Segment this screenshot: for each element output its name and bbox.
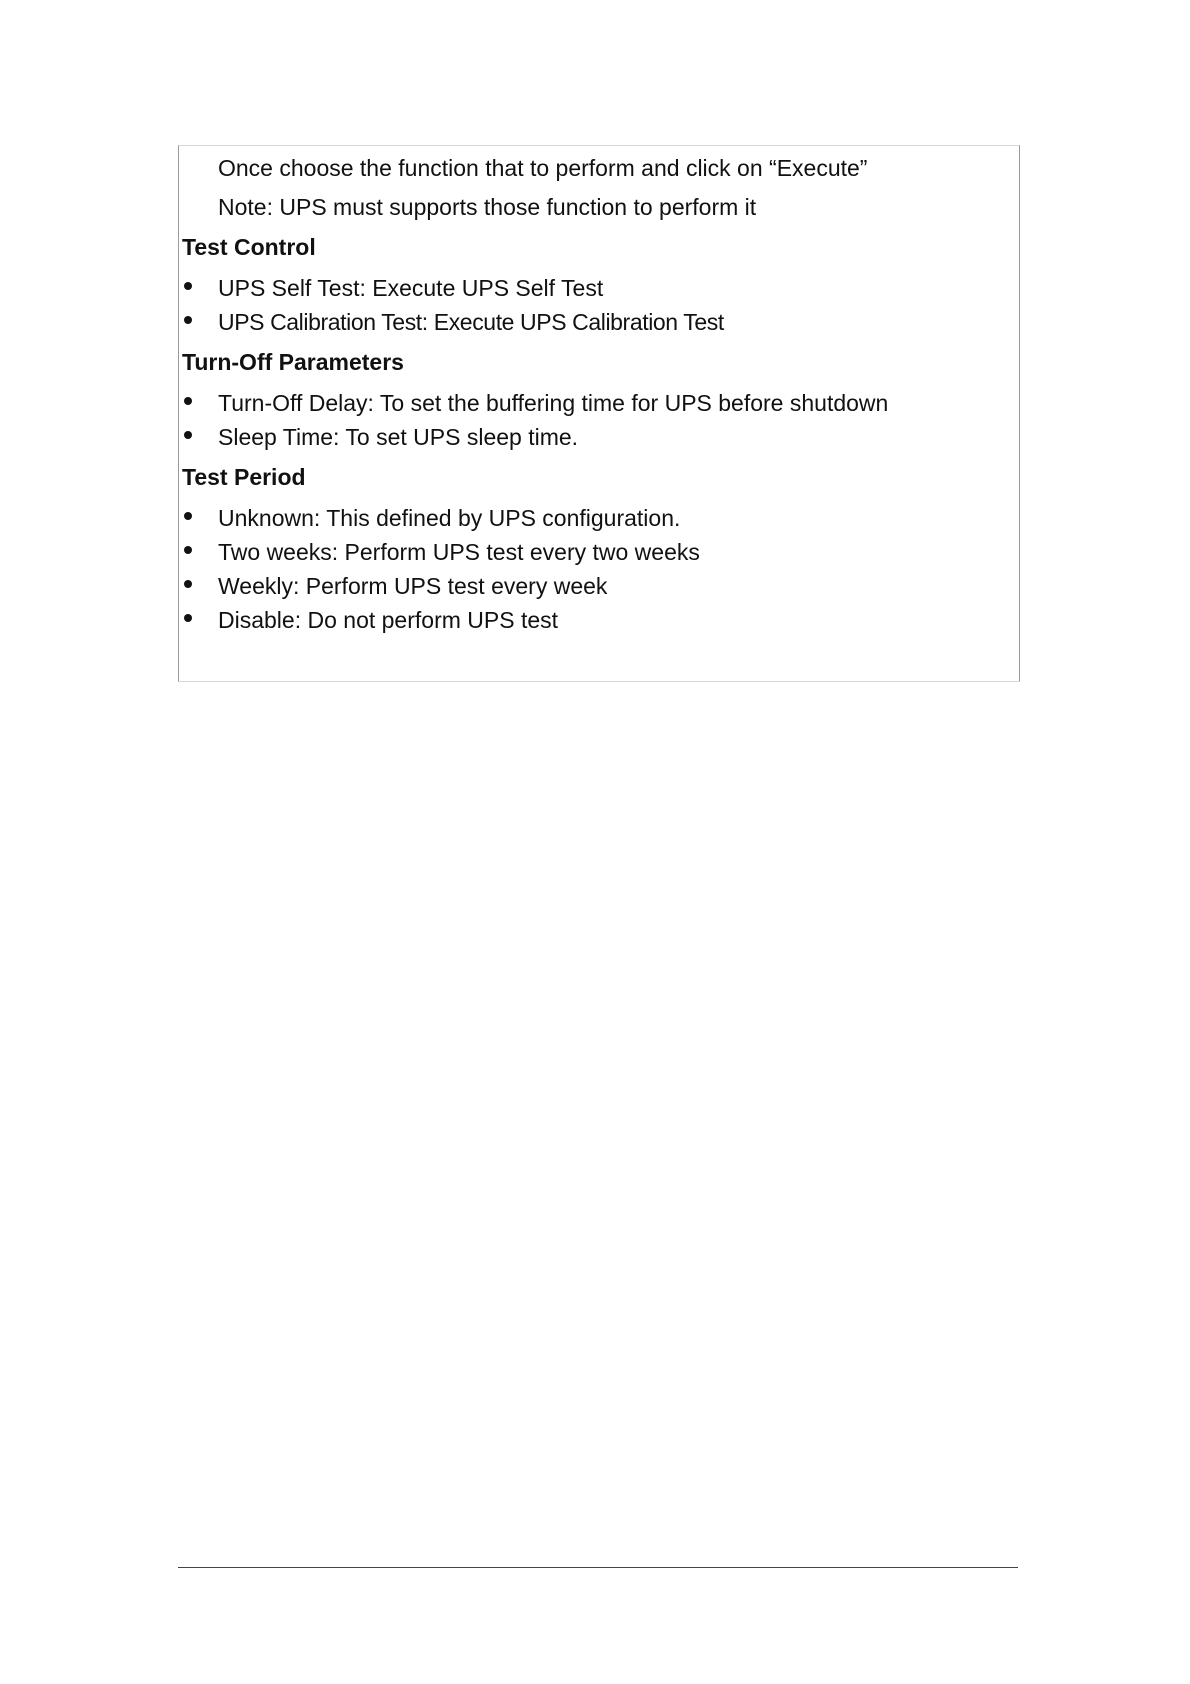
bullet-icon: [184, 282, 192, 290]
bullet-icon: [184, 431, 192, 439]
section-heading-test-control: Test Control: [182, 234, 316, 260]
footer-divider: [178, 1567, 1018, 1568]
bullet-icon: [184, 397, 192, 405]
note-text: Note: UPS must supports those function to perform it: [218, 194, 757, 220]
content-table-cell: [178, 145, 1020, 682]
list-item: Sleep Time: To set UPS sleep time.: [218, 424, 579, 450]
list-item: Unknown: This defined by UPS configuration.: [218, 505, 681, 531]
bullet-icon: [184, 546, 192, 554]
intro-text: Once choose the function that to perform and click on “Execute”: [218, 155, 868, 181]
bullet-icon: [184, 316, 192, 324]
list-item: UPS Calibration Test: Execute UPS Calibration Test: [218, 309, 724, 335]
section-heading-test-period: Test Period: [182, 464, 306, 490]
list-item: Two weeks: Perform UPS test every two weeks: [218, 539, 700, 565]
list-item: Weekly: Perform UPS test every week: [218, 573, 608, 599]
bullet-icon: [184, 512, 192, 520]
list-item: Disable: Do not perform UPS test: [218, 607, 559, 633]
bullet-icon: [184, 580, 192, 588]
bullet-icon: [184, 614, 192, 622]
list-item: UPS Self Test: Execute UPS Self Test: [218, 275, 604, 301]
section-heading-turn-off-parameters: Turn-Off Parameters: [182, 349, 404, 375]
list-item: Turn-Off Delay: To set the buffering time for UPS before shutdown: [218, 390, 889, 416]
